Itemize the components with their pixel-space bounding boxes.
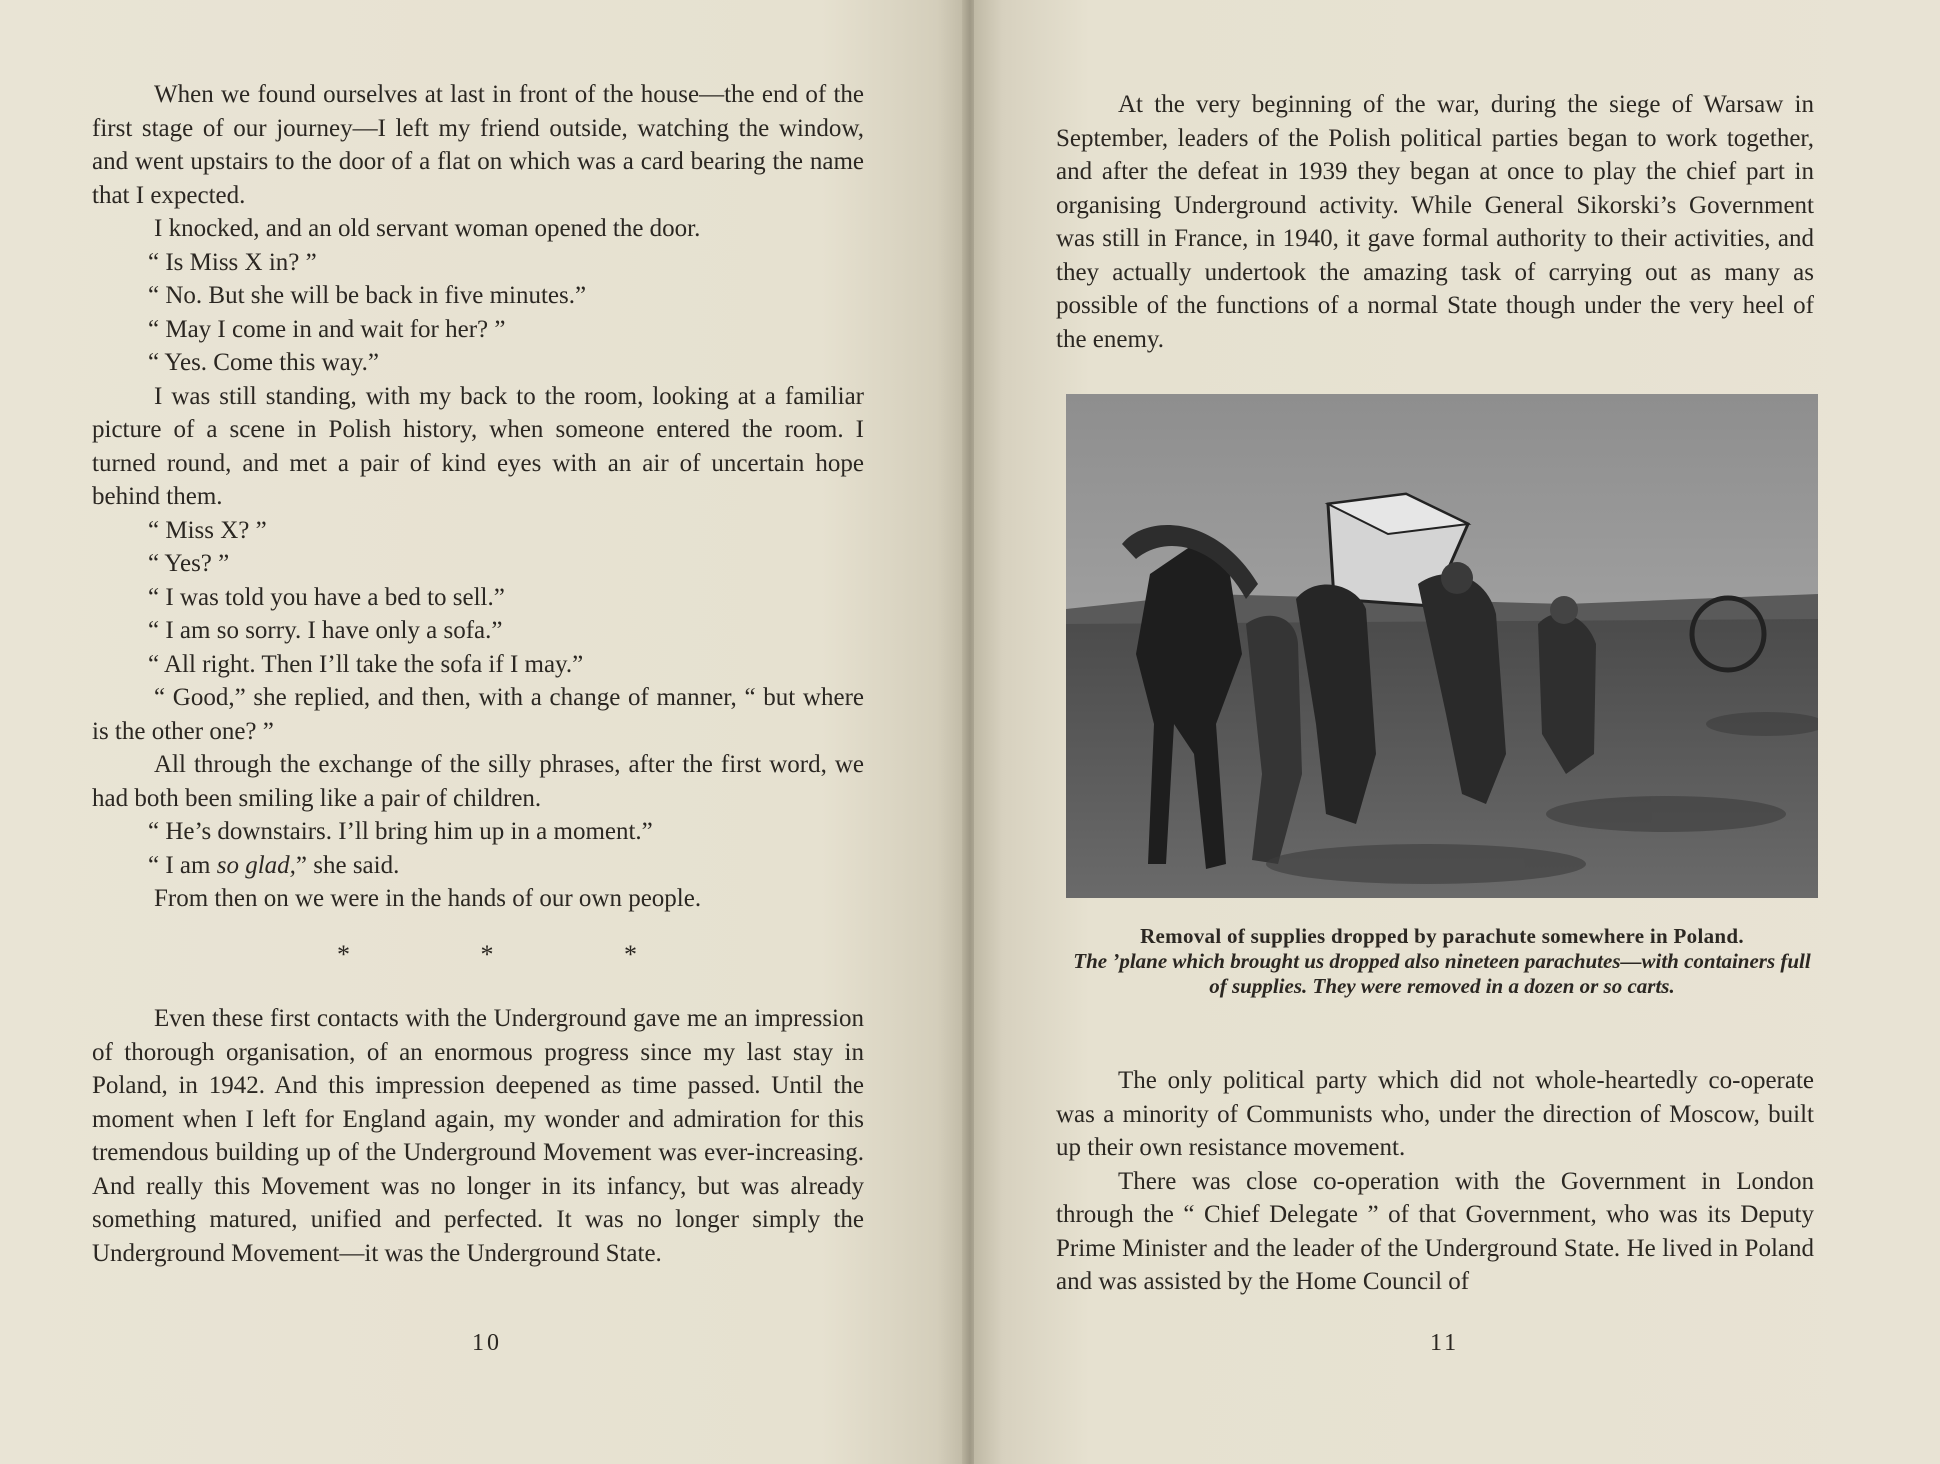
dialogue-line: “ I am so sorry. I have only a sofa.” <box>148 617 503 644</box>
dialogue-line: “ Yes? ” <box>148 550 230 577</box>
page-number: 11 <box>1430 1330 1460 1356</box>
dialogue-line: “ Is Miss X in? ” <box>148 248 317 276</box>
photo-illustration <box>1066 394 1818 898</box>
dialogue-line-emph <box>92 849 864 883</box>
dialogue-line: “ May I come in and wait for her? ” <box>148 315 506 343</box>
paragraph: The only political party which did not whole-heartedly co-operate was a minority of Communists who, under the direction of Moscow, built up their own resistance movement. <box>1056 1067 1814 1161</box>
paragraph: There was close co-operation with the Government in London through the “ Chief Delegate ” of that Government, who was its Deputy Prime Minister and the leader of the Underground State. He lived in Poland and was assisted by the Home Council of <box>1056 1167 1814 1295</box>
paragraph: “ Good,” she replied, and then, with a change of manner, “ but where is the other one? ” <box>92 684 864 745</box>
dialogue-text: ” she said. <box>295 851 400 879</box>
right-page-body-bottom <box>1056 1064 1814 1299</box>
emphasis-text: so glad, <box>216 851 296 879</box>
dialogue-line: “ All right. Then I’ll take the sofa if I may.” <box>148 650 584 678</box>
dialogue-text: “ I am <box>148 851 217 879</box>
paragraph: When we found ourselves at last in front of the house—the end of the first stage of our journey—I left my friend outside, watching the window, and went upstairs to the door of a flat on which was a card bearing the name that I expected. <box>92 81 864 209</box>
dialogue-line: “ I was told you have a bed to sell.” <box>148 583 505 611</box>
right-page <box>974 0 1940 1464</box>
photo-caption <box>1070 924 1814 999</box>
left-page <box>0 0 966 1464</box>
dialogue-line: “ He’s downstairs. I’ll bring him up in a moment.” <box>148 818 653 845</box>
paragraph: At the very beginning of the war, during the siege of Warsaw in September, leaders of the Polish political parties began to work together, and after the defeat in 1939 they began at once to play the chief part in organising Underground activity. While General Sikorski’s Government was still in France, in 1940, it gave formal authority to their activities, and they actually undertook the amazing task of carrying out as many as possible of the functions of a normal State though under the very heel of the enemy. <box>1056 91 1814 353</box>
dialogue-line: “ No. But she will be back in five minutes.” <box>148 282 587 309</box>
photograph-horse-cart-crate <box>1066 394 1818 898</box>
caption-title: Removal of supplies dropped by parachute somewhere in Poland. <box>1140 924 1744 948</box>
dialogue-line: “ Yes. Come this way.” <box>148 349 380 376</box>
dialogue-line: “ Miss X? ” <box>148 516 267 544</box>
left-page-body <box>92 78 864 916</box>
right-page-body-top <box>1056 88 1814 356</box>
paragraph: All through the exchange of the silly phrases, after the first word, we had both been smiling like a pair of children. <box>92 751 864 812</box>
paragraph: From then on we were in the hands of our own people. <box>154 885 702 912</box>
paragraph: I knocked, and an old servant woman opened the door. <box>154 215 701 242</box>
paragraph: I was still standing, with my back to the room, looking at a familiar picture of a scene in Polish history, when someone entered the room. I turned round, and met a pair of kind eyes with an air of uncertain hope behind them. <box>92 382 864 510</box>
page-number: 10 <box>472 1330 502 1356</box>
section-separator: * * * <box>337 940 699 969</box>
left-page-body-continued <box>92 1002 864 1270</box>
paragraph: Even these first contacts with the Underground gave me an impression of thorough organisation, of an enormous progress since my last stay in Poland, in 1942. And this impression deepened as time passed. Until the moment when I left for England again, my wonder and admiration for this tremendous building up of the Underground Movement was ever-increasing. And really this Movement was no longer in its infancy, but was already something matured, unified and perfected. It was no longer simply the Underground Movement—it was the Underground State. <box>92 1005 864 1267</box>
caption-description: The ’plane which brought us dropped also nineteen parachutes—with containers full of supplies. They were removed in a dozen or so carts. <box>1073 949 1811 998</box>
